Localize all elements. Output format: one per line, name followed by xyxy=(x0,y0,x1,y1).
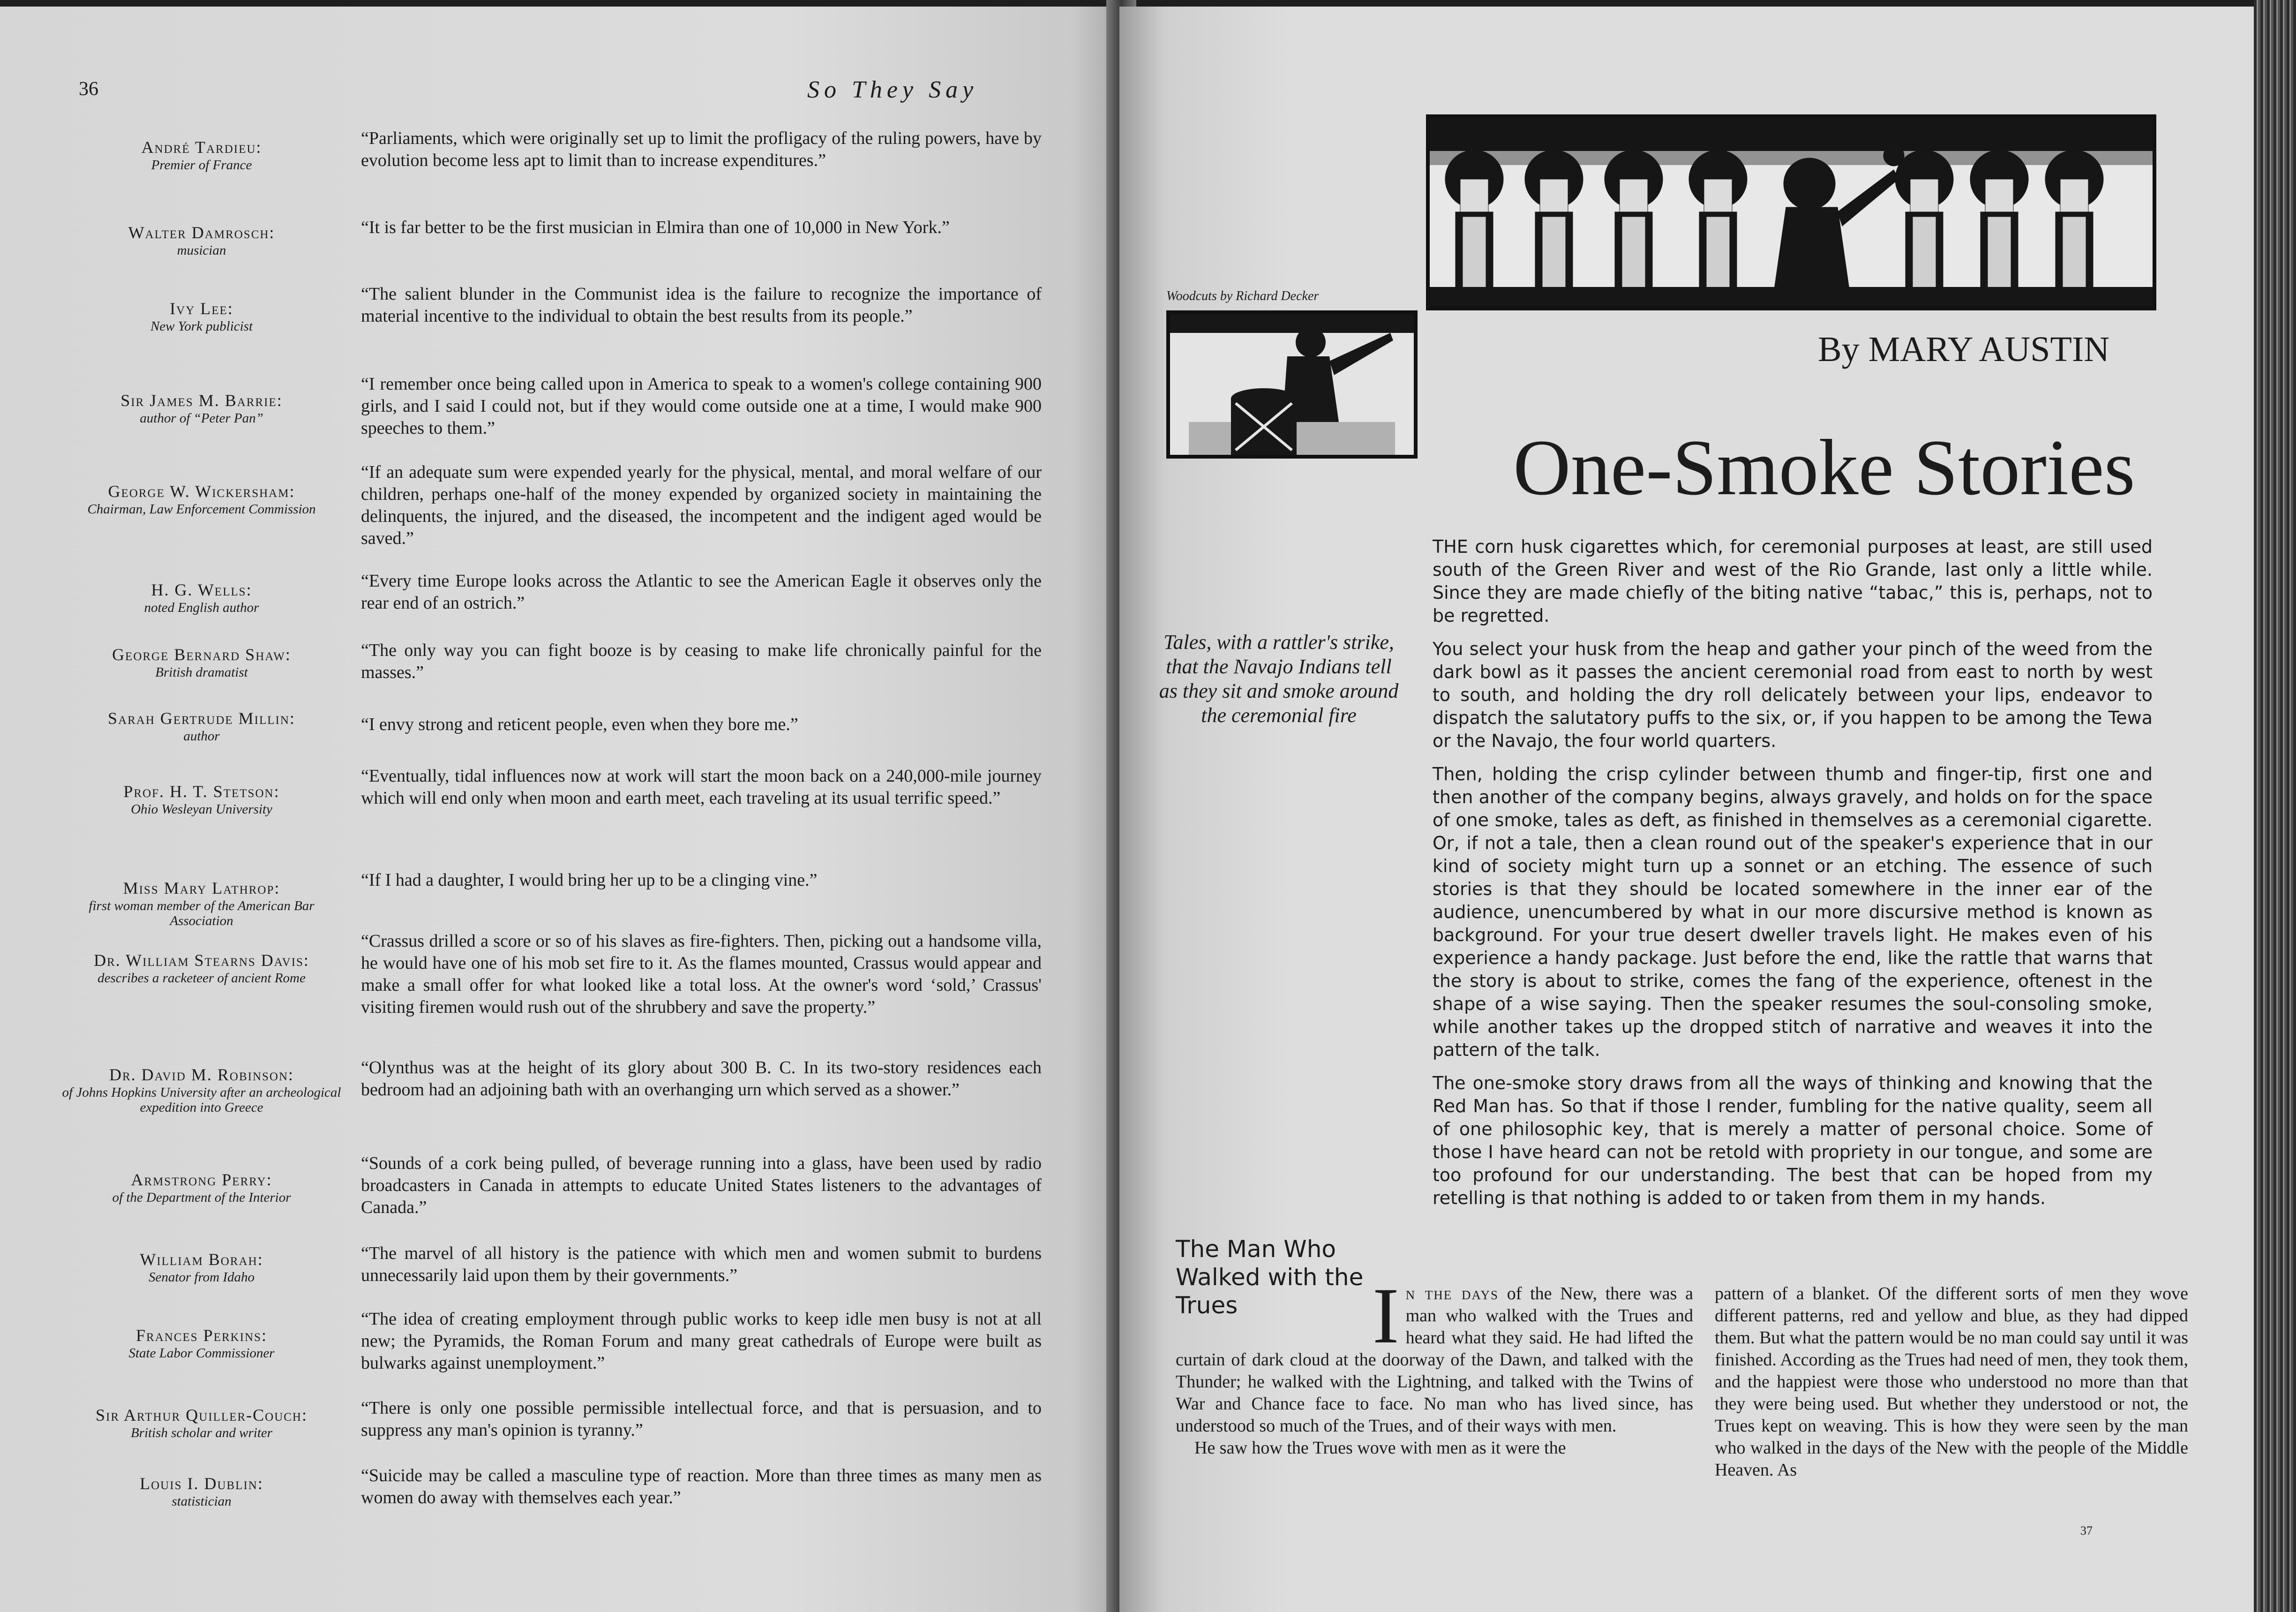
quote-text: “Sounds of a cork being pulled, of beverage running into a glass, have been used by radio broadcasters in Canada in attempts to educate United States listeners to the advantages of Canada.” xyxy=(361,1153,1042,1217)
intro-paragraph: You select your husk from the heap and gather your pinch of the weed from the dark bowl as it passes the ancient ceremonial road from east to north by west to south, and holding the dry roll delicately between your lips, endeavor to dispatch the salutatory puffs to the six, or, if you happen to be among the Tewa or the Navajo, the four world quarters. xyxy=(1433,639,2153,751)
speaker-name: Miss Mary Lathrop: xyxy=(123,879,280,897)
quote-text: “The idea of creating employment through public works to keep idle men busy is not at all new; the Pyramids, the Roman Forum and many great cathedrals of Europe were built as bulwarks against unemployment.” xyxy=(361,1309,1042,1373)
right-page xyxy=(1119,7,2254,1612)
speaker-name: Ivy Lee: xyxy=(170,299,233,318)
side-caption: Tales, with a rattler's strike, that the Navajo Indians tell as they sit and smoke around the ceremonial fire xyxy=(1159,631,1399,727)
speaker-role: author of “Peter Pan” xyxy=(140,411,263,426)
speaker xyxy=(61,1249,342,1285)
speaker-name: Sir Arthur Quiller-Couch: xyxy=(96,1406,308,1424)
quote-text: “Every time Europe looks across the Atlantic to see the American Eagle it observes only the rear end of an ostrich.” xyxy=(361,571,1042,613)
book-page-edges xyxy=(2254,0,2296,1612)
quote-text: “Crassus drilled a score or so of his slaves as fire-fighters. Then, picking out a handsome villa, he would have one of his mob set fire to it. As the flames mounted, Crassus would appear and make a small offer for what looked like a total loss. At the owner's word ‘sold,’ Crassus' visiting firemen would rush out of the shrubbery and save the property.” xyxy=(361,931,1042,1017)
left-page xyxy=(0,7,1119,1612)
running-head: So They Say xyxy=(807,76,978,103)
speaker xyxy=(61,137,342,173)
speaker-role: first woman member of the American Bar Association xyxy=(89,898,315,928)
speaker xyxy=(61,390,342,426)
speaker xyxy=(61,878,342,928)
quote-text: “If I had a daughter, I would bring her up to be a clinging vine.” xyxy=(361,870,818,890)
speaker-name: H. G. Wells: xyxy=(151,580,252,599)
intro-paragraph: THE corn husk cigarettes which, for ceremonial purposes at least, are still used south of the Green River and west of the Rio Grande, last only a little while. Since they are made chiefly of the biting native “tabac,” this is, perhaps, not to be regretted. xyxy=(1433,536,2153,626)
quote-text: “There is only one possible permissible intellectual force, and that is persuasion, and to suppress any man's opinion is tyranny.” xyxy=(361,1398,1042,1440)
speaker-name: George Bernard Shaw: xyxy=(112,645,291,664)
speaker xyxy=(61,1405,342,1440)
speaker xyxy=(61,1325,342,1361)
story-column-2: pattern of a blanket. Of the different sorts of men they wove different patterns, red and yellow and blue, as they had dipped them. But what the pattern would be no man could say until it was finished. According as the Trues had need of men, they took them, and the happiest were those who understood no more than that they were being used. But whether they understood or not, the Trues kept on weaving. This is how they were seen by the man who walked in the days of the New with the people of the Middle Heaven. As xyxy=(1715,1284,2188,1480)
speaker xyxy=(61,222,342,258)
speaker-name: Prof. H. T. Stetson: xyxy=(123,782,280,801)
quote-text: “If an adequate sum were expended yearly for the physical, mental, and moral welfare of our children, perhaps one-half of the money expended by organized society in maintaining the delinquents, the injured, and the diseased, the incompetent and the indigent aged would be saved.” xyxy=(361,462,1042,548)
intro-text xyxy=(1433,535,2153,1210)
speaker-name: Walter Damrosch: xyxy=(128,223,275,242)
speaker xyxy=(61,580,342,615)
speaker-role: British scholar and writer xyxy=(130,1425,273,1440)
speaker-role: noted English author xyxy=(144,600,259,615)
speaker xyxy=(61,1169,342,1205)
speaker-name: Dr. David M. Robinson: xyxy=(109,1065,294,1084)
speaker-role: of Johns Hopkins University after an archeological expedition into Greece xyxy=(62,1085,341,1115)
quote-text: “The salient blunder in the Communist idea is the failure to recognize the importance of material incentive to the individual to obtain the best results from its people.” xyxy=(361,284,1042,326)
speaker-role: British dramatist xyxy=(155,665,248,680)
story-column-1 xyxy=(1176,1272,1693,1459)
speaker-name: Sir James M. Barrie: xyxy=(120,391,283,410)
speaker-name: William Borah: xyxy=(140,1250,263,1269)
quote-text: “Suicide may be called a masculine type of reaction. More than three times as many men as women do away with themselves each year.” xyxy=(361,1466,1042,1507)
speaker-role: State Labor Commissioner xyxy=(128,1346,275,1361)
quote-text: “It is far better to be the first musician in Elmira than one of 10,000 in New York.” xyxy=(361,218,950,237)
intro-paragraph: The one-smoke story draws from all the ways of thinking and knowing that the Red Man has. So that if those I render, fumbling for the native quality, seem all of one philosophic key, that is merely a matter of personal choice. Some of those I have heard can not be retold with propriety in our tongue, and some are too profound for our understanding. The best that can be hoped from my retelling is that nothing is added to or taken from them in my hands. xyxy=(1433,1073,2153,1208)
speaker-role: statistician xyxy=(172,1494,232,1509)
speaker-name: Armstrong Perry: xyxy=(131,1170,272,1189)
woodcut-credit: Woodcuts by Richard Decker xyxy=(1166,289,1319,303)
article-title: One-Smoke Stories xyxy=(1513,423,2135,512)
speaker xyxy=(61,481,342,517)
story-title-line-2: Walked with the Trues xyxy=(1176,1264,1364,1319)
drop-cap: I xyxy=(1373,1272,1399,1360)
speaker-name: Dr. William Stearns Davis: xyxy=(94,951,309,970)
speaker-role: describes a racketeer of ancient Rome xyxy=(98,971,306,986)
quote-text: “Olynthus was at the height of its glory about 300 B. C. In its two-story residences each bedroom had an adjoining bath with an overhanging urn which served as a shower.” xyxy=(361,1058,1042,1100)
speaker-name: Louis I. Dublin: xyxy=(140,1474,263,1493)
quote-text: “Parliaments, which were originally set up to limit the profligacy of the ruling powers, have by evolution become less apt to limit than to increase expenditures.” xyxy=(361,128,1042,170)
intro-paragraph: Then, holding the crisp cylinder between thumb and finger-tip, first one and then another of the company begins, always gravely, and holds on for the space of one smoke, tales as deft, as finished in themselves as a ceremonial cigarette. Or, if not a tale, then a clean round out of the speaker's experience that in our kind of society might turn up a sonnet or an etching. The essence of such stories is that they should be located somewhere in the inner ear of the audience, unencumbered by what in our more discursive method is known as background. For your true desert dweller travels light. He makes even of his experience a handy package. Just before the end, like the rattle that warns that the story is about to strike, comes the fang of the experience, oftenest in the shape of a wise saying. Then the speaker resumes the soul-consoling smoke, while another takes up the dropped stitch of narrative and weaves it into the pattern of the talk. xyxy=(1433,764,2153,1060)
speaker xyxy=(61,950,342,986)
woodcut-drummer-image xyxy=(1166,310,1418,459)
byline: By MARY AUSTIN xyxy=(1818,330,2110,369)
story-opening-words: n the days xyxy=(1405,1284,1499,1303)
speaker-role: Premier of France xyxy=(151,158,252,173)
quote-text: “I remember once being called upon in America to speak to a women's college containing 900 girls, and I said I could not, but if they would come outside one at a time, I would make 900 speeches to them.” xyxy=(361,374,1042,438)
speaker xyxy=(61,1064,342,1115)
speaker xyxy=(61,644,342,680)
speaker-name: André Tardieu: xyxy=(141,138,262,157)
quote-text: “The only way you can fight booze is by ceasing to make life chronically painful for the masses.” xyxy=(361,640,1042,682)
speaker xyxy=(61,298,342,334)
speaker-role: author xyxy=(183,729,220,744)
speaker-role: New York publicist xyxy=(150,319,253,334)
speaker-name: George W. Wickersham: xyxy=(108,482,295,501)
speaker-role: of the Department of the Interior xyxy=(112,1190,291,1205)
speaker-role: Chairman, Law Enforcement Commission xyxy=(87,502,316,517)
story-title-line-1: The Man Who xyxy=(1176,1235,1336,1263)
woodcut-dancers-image xyxy=(1426,114,2156,310)
left-page-number: 36 xyxy=(79,78,98,100)
quote-text: “I envy strong and reticent people, even when they bore me.” xyxy=(361,715,798,734)
story-text: of the New, there was a man who walked with the Trues and heard what they said. He had lifted the curtain of dark cloud at the doorway of the Dawn, and talked with the Thunder; he walked with the Lightning, and talked with the Twins of War and Chance face to face. No man who has lived since, has understood so much of the Trues, and of their ways with men. xyxy=(1176,1284,1693,1436)
speaker-name: Frances Perkins: xyxy=(136,1326,267,1345)
speaker xyxy=(61,1473,342,1509)
story-text-continued: He saw how the Trues wove with men as it were the xyxy=(1194,1438,1566,1458)
speaker-role: Senator from Idaho xyxy=(148,1270,255,1285)
speaker-role: musician xyxy=(177,243,226,258)
speaker xyxy=(61,781,342,817)
quote-text: “The marvel of all history is the patience with which men and women submit to burdens unnecessarily laid upon them by their governments.” xyxy=(361,1243,1042,1285)
speaker xyxy=(61,708,342,744)
speaker-name: Sarah Gertrude Millin: xyxy=(108,709,295,728)
speaker-role: Ohio Wesleyan University xyxy=(131,802,272,817)
quote-text: “Eventually, tidal influences now at work will start the moon back on a 240,000-mile journey which will end only when moon and earth meet, each traveling at its usual terrific speed.” xyxy=(361,766,1042,808)
right-page-number: 37 xyxy=(2080,1524,2093,1537)
